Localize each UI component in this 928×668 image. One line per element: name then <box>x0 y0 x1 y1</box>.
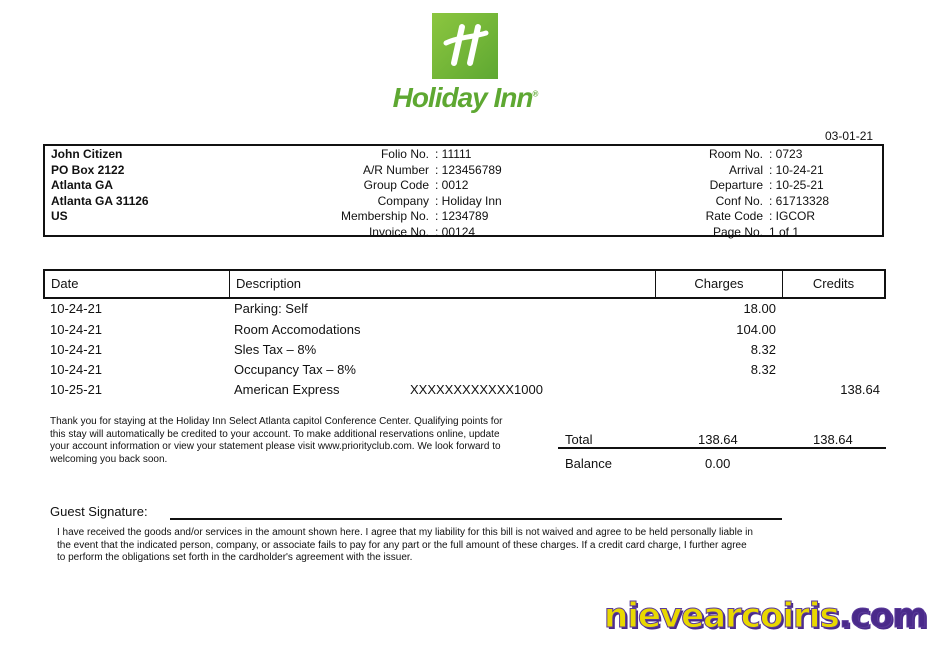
row-date: 10-24-21 <box>50 301 103 316</box>
guest-address-line: Atlanta GA <box>51 178 114 192</box>
guest-address-line: US <box>51 209 68 223</box>
room-field-row <box>645 194 829 210</box>
folio-field-row <box>49 209 502 225</box>
field-label: Folio No. <box>380 147 429 161</box>
brand-name-text: Holiday Inn <box>392 82 533 113</box>
table-row <box>50 342 880 362</box>
field-value: : 10-25-21 <box>769 178 824 192</box>
signature-line <box>170 518 782 520</box>
legal-agreement-text: I have received the goods and/or services in the amount shown here. I agree that my liability for this bill is not waived and agree to be held personally liable in the event that the indicated person, company, or associate fails to pay for any part or the full amount of these charges. If a credit card charge, I further agree to perform the obligations set forth in the cardholder's agreement with the issuer. <box>57 527 753 563</box>
row-charges: 8.32 <box>750 362 776 377</box>
folio-field-row <box>49 178 502 194</box>
field-label: Page No. <box>712 224 763 239</box>
total-credits: 138.64 <box>813 432 853 447</box>
column-header-description: Description <box>230 271 656 297</box>
field-value: : 1234789 <box>435 209 489 223</box>
room-field-row <box>645 163 829 179</box>
guest-info-box <box>43 144 884 237</box>
field-value: 1 of 1 <box>769 224 800 239</box>
holiday-inn-h-logo-icon <box>432 13 498 79</box>
field-label: Rate Code <box>705 209 763 223</box>
field-label: Conf No. <box>715 193 763 208</box>
row-date: 10-24-21 <box>50 362 103 377</box>
folio-fields <box>49 147 502 240</box>
field-value: : Holiday Inn <box>435 193 502 208</box>
field-value: : 61713328 <box>769 193 830 208</box>
table-row <box>50 382 880 402</box>
row-description: Occupancy Tax – 8% <box>234 362 356 377</box>
field-label: Room No. <box>708 147 763 161</box>
watermark-domain: .com <box>838 596 927 636</box>
guest-signature-label: Guest Signature: <box>50 504 148 519</box>
guest-address-line: PO Box 2122 <box>51 162 125 177</box>
row-description: Sles Tax – 8% <box>234 342 317 357</box>
field-value: : 11111 <box>435 147 472 161</box>
room-field-row <box>645 147 829 163</box>
row-date: 10-24-21 <box>50 342 103 357</box>
row-charges: 104.00 <box>736 322 776 337</box>
room-field-row <box>645 209 829 225</box>
column-header-date: Date <box>45 271 230 297</box>
totals-block <box>558 430 886 472</box>
total-divider <box>558 447 886 449</box>
field-label: Arrival <box>728 162 763 177</box>
field-label: Group Code <box>363 178 429 192</box>
folio-field-row <box>49 194 502 210</box>
items-table-header <box>43 269 886 299</box>
logo-h-glyph <box>432 13 498 79</box>
invoice-date: 03-01-21 <box>825 129 874 143</box>
field-label: Invoice No. <box>368 224 429 239</box>
column-header-credits: Credits <box>812 276 855 291</box>
total-charges: 138.64 <box>698 432 738 447</box>
total-row <box>558 430 886 448</box>
field-value: : IGCOR <box>769 209 816 223</box>
folio-field-row <box>49 225 502 241</box>
room-field-row <box>645 225 829 241</box>
table-row <box>50 362 880 382</box>
field-value: : 10-24-21 <box>769 162 824 177</box>
guest-address-line: Atlanta GA 31126 <box>51 193 149 208</box>
balance-value: 0.00 <box>705 456 731 471</box>
row-description: Parking: Self <box>234 301 308 316</box>
table-row <box>50 322 880 342</box>
row-reference: XXXXXXXXXXXX1000 <box>410 382 543 397</box>
watermark <box>604 596 927 636</box>
total-label: Total <box>565 432 593 447</box>
balance-label: Balance <box>565 456 612 471</box>
row-date: 10-25-21 <box>50 382 103 397</box>
field-value: : 0723 <box>769 147 803 161</box>
field-label: A/R Number <box>362 162 429 177</box>
row-credits: 138.64 <box>840 382 880 397</box>
row-charges: 18.00 <box>743 301 776 316</box>
balance-row <box>558 454 886 472</box>
field-label: Membership No. <box>340 209 429 223</box>
row-description: Room Accomodations <box>234 322 361 337</box>
guest-address-line: John Citizen <box>51 147 123 161</box>
folio-field-row <box>49 163 502 179</box>
column-header-charges: Charges <box>656 271 783 297</box>
room-fields <box>645 147 829 240</box>
brand-name <box>380 82 550 114</box>
thank-you-note: Thank you for staying at the Holiday Inn Select Atlanta capitol Conference Center. Qualifying points for this stay will automatically be credited to your account. To make additional reservations online, update your account information or view your statement please visit www.priorityclub.com. We look forward to welcoming you back soon. <box>50 416 503 466</box>
watermark-text: nievearcoiris <box>604 596 839 636</box>
row-charges: 8.32 <box>750 342 776 357</box>
folio-field-row <box>49 147 502 163</box>
field-value: : 123456789 <box>435 162 502 177</box>
room-field-row <box>645 178 829 194</box>
field-value: : 0012 <box>435 178 469 192</box>
registered-mark: ® <box>532 89 538 99</box>
field-label: Departure <box>709 178 763 192</box>
row-date: 10-24-21 <box>50 322 103 337</box>
row-description: American Express <box>234 382 340 397</box>
field-value: : 00124 <box>435 224 476 239</box>
field-label: Company <box>377 193 429 208</box>
table-row <box>50 301 880 321</box>
